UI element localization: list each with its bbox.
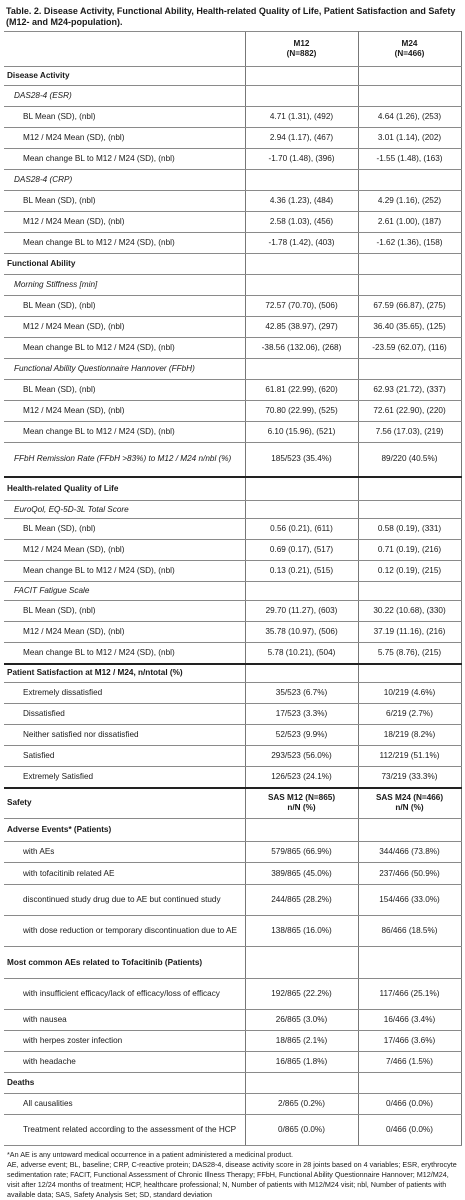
cell-m12: 0/865 (0.0%) <box>245 1115 358 1146</box>
cell-m24: M24 (N=466) <box>358 32 461 67</box>
cell-m24 <box>358 86 461 107</box>
section-row <box>4 947 461 979</box>
section-row <box>4 67 461 86</box>
results-table <box>4 31 462 1146</box>
row-label: M12 / M24 Mean (SD), (nbl) <box>4 212 245 233</box>
cell-m12: 138/865 (16.0%) <box>245 916 358 947</box>
header-row <box>4 32 461 67</box>
table-title: Table. 2. Disease Activity, Functional Ability, Health-related Quality of Life, Patient Satisfaction and Safety (M12- and M24-population). <box>6 6 456 27</box>
table-row <box>4 979 461 1010</box>
cell-m12: 0.13 (0.21), (515) <box>245 561 358 582</box>
row-label: M12 / M24 Mean (SD), (nbl) <box>4 622 245 643</box>
table-row <box>4 191 461 212</box>
table-row <box>4 725 461 746</box>
subsection-row <box>4 443 461 477</box>
cell-m12: 0.69 (0.17), (517) <box>245 540 358 561</box>
cell-m12: 2.94 (1.17), (467) <box>245 128 358 149</box>
cell-m12 <box>245 67 358 86</box>
row-label: with nausea <box>4 1010 245 1031</box>
row-label: BL Mean (SD), (nbl) <box>4 191 245 212</box>
cell-m24: 62.93 (21.72), (337) <box>358 380 461 401</box>
cell-m24 <box>358 664 461 683</box>
cell-m24: 117/466 (25.1%) <box>358 979 461 1010</box>
row-label: DAS28-4 (ESR) <box>4 86 245 107</box>
cell-m12: 52/523 (9.9%) <box>245 725 358 746</box>
cell-m24: 237/466 (50.9%) <box>358 863 461 885</box>
cell-m24 <box>358 947 461 979</box>
cell-m24 <box>358 501 461 519</box>
table-row <box>4 746 461 767</box>
cell-m12: 35/523 (6.7%) <box>245 683 358 704</box>
table-row <box>4 622 461 643</box>
cell-m12 <box>245 254 358 275</box>
cell-m12: -1.78 (1.42), (403) <box>245 233 358 254</box>
cell-m12: 126/523 (24.1%) <box>245 767 358 788</box>
cell-m24: 2.61 (1.00), (187) <box>358 212 461 233</box>
section-row <box>4 1073 461 1094</box>
subsection-row <box>4 275 461 296</box>
cell-m12: -1.70 (1.48), (396) <box>245 149 358 170</box>
table-row <box>4 1094 461 1115</box>
row-label: with AEs <box>4 842 245 863</box>
cell-m24: 89/220 (40.5%) <box>358 443 461 477</box>
row-label: discontinued study drug due to AE but continued study <box>4 885 245 916</box>
section-row <box>4 477 461 501</box>
cell-m24: 0/466 (0.0%) <box>358 1094 461 1115</box>
table-row <box>4 519 461 540</box>
row-label: Mean change BL to M12 / M24 (SD), (nbl) <box>4 233 245 254</box>
row-label: Dissatisfied <box>4 704 245 725</box>
cell-m12 <box>245 477 358 501</box>
section-row <box>4 254 461 275</box>
subsection-row <box>4 501 461 519</box>
section-row <box>4 788 461 819</box>
cell-m24: 72.61 (22.90), (220) <box>358 401 461 422</box>
cell-m12 <box>245 359 358 380</box>
subsection-row <box>4 86 461 107</box>
cell-m12: -38.56 (132.06), (268) <box>245 338 358 359</box>
cell-m12 <box>245 664 358 683</box>
row-label: M12 / M24 Mean (SD), (nbl) <box>4 317 245 338</box>
row-label: Health-related Quality of Life <box>4 477 245 501</box>
cell-m24: 86/466 (18.5%) <box>358 916 461 947</box>
cell-m12: 0.56 (0.21), (611) <box>245 519 358 540</box>
table-row <box>4 380 461 401</box>
cell-m24: 73/219 (33.3%) <box>358 767 461 788</box>
row-label: Patient Satisfaction at M12 / M24, n/ntotal (%) <box>4 664 245 683</box>
footnote-abbreviations: AE, adverse event; BL, baseline; CRP, C-reactive protein; DAS28-4, disease activity score in 28 joints based on 4 variables; ESR, erythrocyte sedimentation rate; FACIT, Functional Assessment of Chronic Illness Therapy; FFbH, Functional Ability Questionnaire Hannover; M12/M24, visit after 12/24 months of treatment; HCP, healthcare professional; N, Number of patients with M12/M24 visit; nbl, Number of patients with available data; SAS, Safety Analysis Set; SD, standard deviation <box>7 1160 457 1199</box>
row-label: EuroQol, EQ-5D-3L Total Score <box>4 501 245 519</box>
subsection-row <box>4 170 461 191</box>
cell-m24: 7.56 (17.03), (219) <box>358 422 461 443</box>
cell-m24: 10/219 (4.6%) <box>358 683 461 704</box>
cell-m12: 244/865 (28.2%) <box>245 885 358 916</box>
table-row <box>4 338 461 359</box>
cell-m24: 37.19 (11.16), (216) <box>358 622 461 643</box>
row-label: BL Mean (SD), (nbl) <box>4 107 245 128</box>
row-label: with herpes zoster infection <box>4 1031 245 1052</box>
table-row <box>4 401 461 422</box>
cell-m12: 2/865 (0.2%) <box>245 1094 358 1115</box>
cell-m12 <box>245 501 358 519</box>
cell-m12: 70.80 (22.99), (525) <box>245 401 358 422</box>
row-label: Morning Stiffness [min] <box>4 275 245 296</box>
row-label: Mean change BL to M12 / M24 (SD), (nbl) <box>4 338 245 359</box>
cell-m12: 18/865 (2.1%) <box>245 1031 358 1052</box>
table-row <box>4 212 461 233</box>
cell-m24: 0/466 (0.0%) <box>358 1115 461 1146</box>
row-label: M12 / M24 Mean (SD), (nbl) <box>4 540 245 561</box>
cell-m24: 0.71 (0.19), (216) <box>358 540 461 561</box>
table-row <box>4 149 461 170</box>
row-label: Extremely Satisfied <box>4 767 245 788</box>
row-label: BL Mean (SD), (nbl) <box>4 601 245 622</box>
cell-m12: 29.70 (11.27), (603) <box>245 601 358 622</box>
cell-m12 <box>245 582 358 601</box>
cell-m24: 0.12 (0.19), (215) <box>358 561 461 582</box>
subsection-row <box>4 359 461 380</box>
cell-m24: 112/219 (51.1%) <box>358 746 461 767</box>
cell-m24: 4.29 (1.16), (252) <box>358 191 461 212</box>
row-label: DAS28-4 (CRP) <box>4 170 245 191</box>
table-row <box>4 128 461 149</box>
cell-m12: 185/523 (35.4%) <box>245 443 358 477</box>
table-row <box>4 107 461 128</box>
cell-m12: 26/865 (3.0%) <box>245 1010 358 1031</box>
cell-m24: 0.58 (0.19), (331) <box>358 519 461 540</box>
cell-m24 <box>358 254 461 275</box>
cell-m24: 3.01 (1.14), (202) <box>358 128 461 149</box>
cell-m12 <box>245 1073 358 1094</box>
cell-m12: 5.78 (10.21), (504) <box>245 643 358 664</box>
table-row <box>4 683 461 704</box>
table-row <box>4 601 461 622</box>
cell-m24: 7/466 (1.5%) <box>358 1052 461 1073</box>
row-label: Safety <box>4 788 245 819</box>
cell-m24: 16/466 (3.4%) <box>358 1010 461 1031</box>
row-label: Satisfied <box>4 746 245 767</box>
cell-m24 <box>358 359 461 380</box>
cell-m12: 579/865 (66.9%) <box>245 842 358 863</box>
cell-m24: 6/219 (2.7%) <box>358 704 461 725</box>
row-label: BL Mean (SD), (nbl) <box>4 519 245 540</box>
cell-m24 <box>358 275 461 296</box>
cell-m24 <box>358 1073 461 1094</box>
cell-m12: M12 (N=882) <box>245 32 358 67</box>
row-label: with headache <box>4 1052 245 1073</box>
row-label <box>4 32 245 67</box>
cell-m12 <box>245 819 358 842</box>
row-label: with tofacitinib related AE <box>4 863 245 885</box>
cell-m24: 30.22 (10.68), (330) <box>358 601 461 622</box>
cell-m12: SAS M12 (N=865) n/N (%) <box>245 788 358 819</box>
cell-m24: 67.59 (66.87), (275) <box>358 296 461 317</box>
cell-m24: -1.62 (1.36), (158) <box>358 233 461 254</box>
row-label: Disease Activity <box>4 67 245 86</box>
row-label: Mean change BL to M12 / M24 (SD), (nbl) <box>4 643 245 664</box>
section-row <box>4 664 461 683</box>
cell-m12 <box>245 170 358 191</box>
cell-m12 <box>245 86 358 107</box>
footnotes <box>7 1150 458 1200</box>
cell-m12: 17/523 (3.3%) <box>245 704 358 725</box>
cell-m12: 4.71 (1.31), (492) <box>245 107 358 128</box>
cell-m12: 42.85 (38.97), (297) <box>245 317 358 338</box>
cell-m24: -23.59 (62.07), (116) <box>358 338 461 359</box>
row-label: with dose reduction or temporary discontinuation due to AE <box>4 916 245 947</box>
cell-m24: 36.40 (35.65), (125) <box>358 317 461 338</box>
row-label: M12 / M24 Mean (SD), (nbl) <box>4 401 245 422</box>
cell-m24: 18/219 (8.2%) <box>358 725 461 746</box>
row-label: Functional Ability Questionnaire Hannover (FFbH) <box>4 359 245 380</box>
row-label: Deaths <box>4 1073 245 1094</box>
row-label: Mean change BL to M12 / M24 (SD), (nbl) <box>4 149 245 170</box>
table-row <box>4 296 461 317</box>
table-body <box>4 32 461 1146</box>
row-label: All causalities <box>4 1094 245 1115</box>
table-row <box>4 233 461 254</box>
table-row <box>4 1052 461 1073</box>
table-row <box>4 561 461 582</box>
cell-m12: 16/865 (1.8%) <box>245 1052 358 1073</box>
row-label: Treatment related according to the assessment of the HCP <box>4 1115 245 1146</box>
cell-m12: 2.58 (1.03), (456) <box>245 212 358 233</box>
cell-m12: 6.10 (15.96), (521) <box>245 422 358 443</box>
table-row <box>4 916 461 947</box>
table-row <box>4 704 461 725</box>
cell-m12 <box>245 947 358 979</box>
row-label: FFbH Remission Rate (FFbH >83%) to M12 / M24 n/nbl (%) <box>4 443 245 477</box>
cell-m24: 344/466 (73.8%) <box>358 842 461 863</box>
row-label: Mean change BL to M12 / M24 (SD), (nbl) <box>4 422 245 443</box>
footnote-ae-definition: *An AE is any untoward medical occurrence in a patient administered a medicinal product. <box>7 1150 294 1159</box>
row-label: Neither satisfied nor dissatisfied <box>4 725 245 746</box>
row-label: BL Mean (SD), (nbl) <box>4 296 245 317</box>
cell-m24: 5.75 (8.76), (215) <box>358 643 461 664</box>
cell-m12: 61.81 (22.99), (620) <box>245 380 358 401</box>
row-label: M12 / M24 Mean (SD), (nbl) <box>4 128 245 149</box>
row-label: FACIT Fatigue Scale <box>4 582 245 601</box>
section-row <box>4 819 461 842</box>
cell-m24: 4.64 (1.26), (253) <box>358 107 461 128</box>
table-row <box>4 317 461 338</box>
cell-m24 <box>358 582 461 601</box>
cell-m12: 389/865 (45.0%) <box>245 863 358 885</box>
cell-m24: 154/466 (33.0%) <box>358 885 461 916</box>
cell-m24 <box>358 819 461 842</box>
cell-m24: SAS M24 (N=466) n/N (%) <box>358 788 461 819</box>
cell-m12: 192/865 (22.2%) <box>245 979 358 1010</box>
cell-m12 <box>245 275 358 296</box>
subsection-row <box>4 582 461 601</box>
cell-m24 <box>358 477 461 501</box>
table-row <box>4 540 461 561</box>
cell-m12: 4.36 (1.23), (484) <box>245 191 358 212</box>
cell-m12: 293/523 (56.0%) <box>245 746 358 767</box>
table-row <box>4 1010 461 1031</box>
table-row <box>4 422 461 443</box>
table-row <box>4 885 461 916</box>
table-row <box>4 1031 461 1052</box>
cell-m24: -1.55 (1.48), (163) <box>358 149 461 170</box>
row-label: Most common AEs related to Tofacitinib (Patients) <box>4 947 245 979</box>
table-row <box>4 842 461 863</box>
table-row <box>4 1115 461 1146</box>
table-row <box>4 643 461 664</box>
cell-m24 <box>358 170 461 191</box>
row-label: Functional Ability <box>4 254 245 275</box>
cell-m24 <box>358 67 461 86</box>
row-label: Mean change BL to M12 / M24 (SD), (nbl) <box>4 561 245 582</box>
row-label: with insufficient efficacy/lack of efficacy/loss of efficacy <box>4 979 245 1010</box>
table-row <box>4 767 461 788</box>
row-label: Adverse Events* (Patients) <box>4 819 245 842</box>
cell-m12: 72.57 (70.70), (506) <box>245 296 358 317</box>
cell-m24: 17/466 (3.6%) <box>358 1031 461 1052</box>
row-label: Extremely dissatisfied <box>4 683 245 704</box>
cell-m12: 35.78 (10.97), (506) <box>245 622 358 643</box>
row-label: BL Mean (SD), (nbl) <box>4 380 245 401</box>
table-row <box>4 863 461 885</box>
